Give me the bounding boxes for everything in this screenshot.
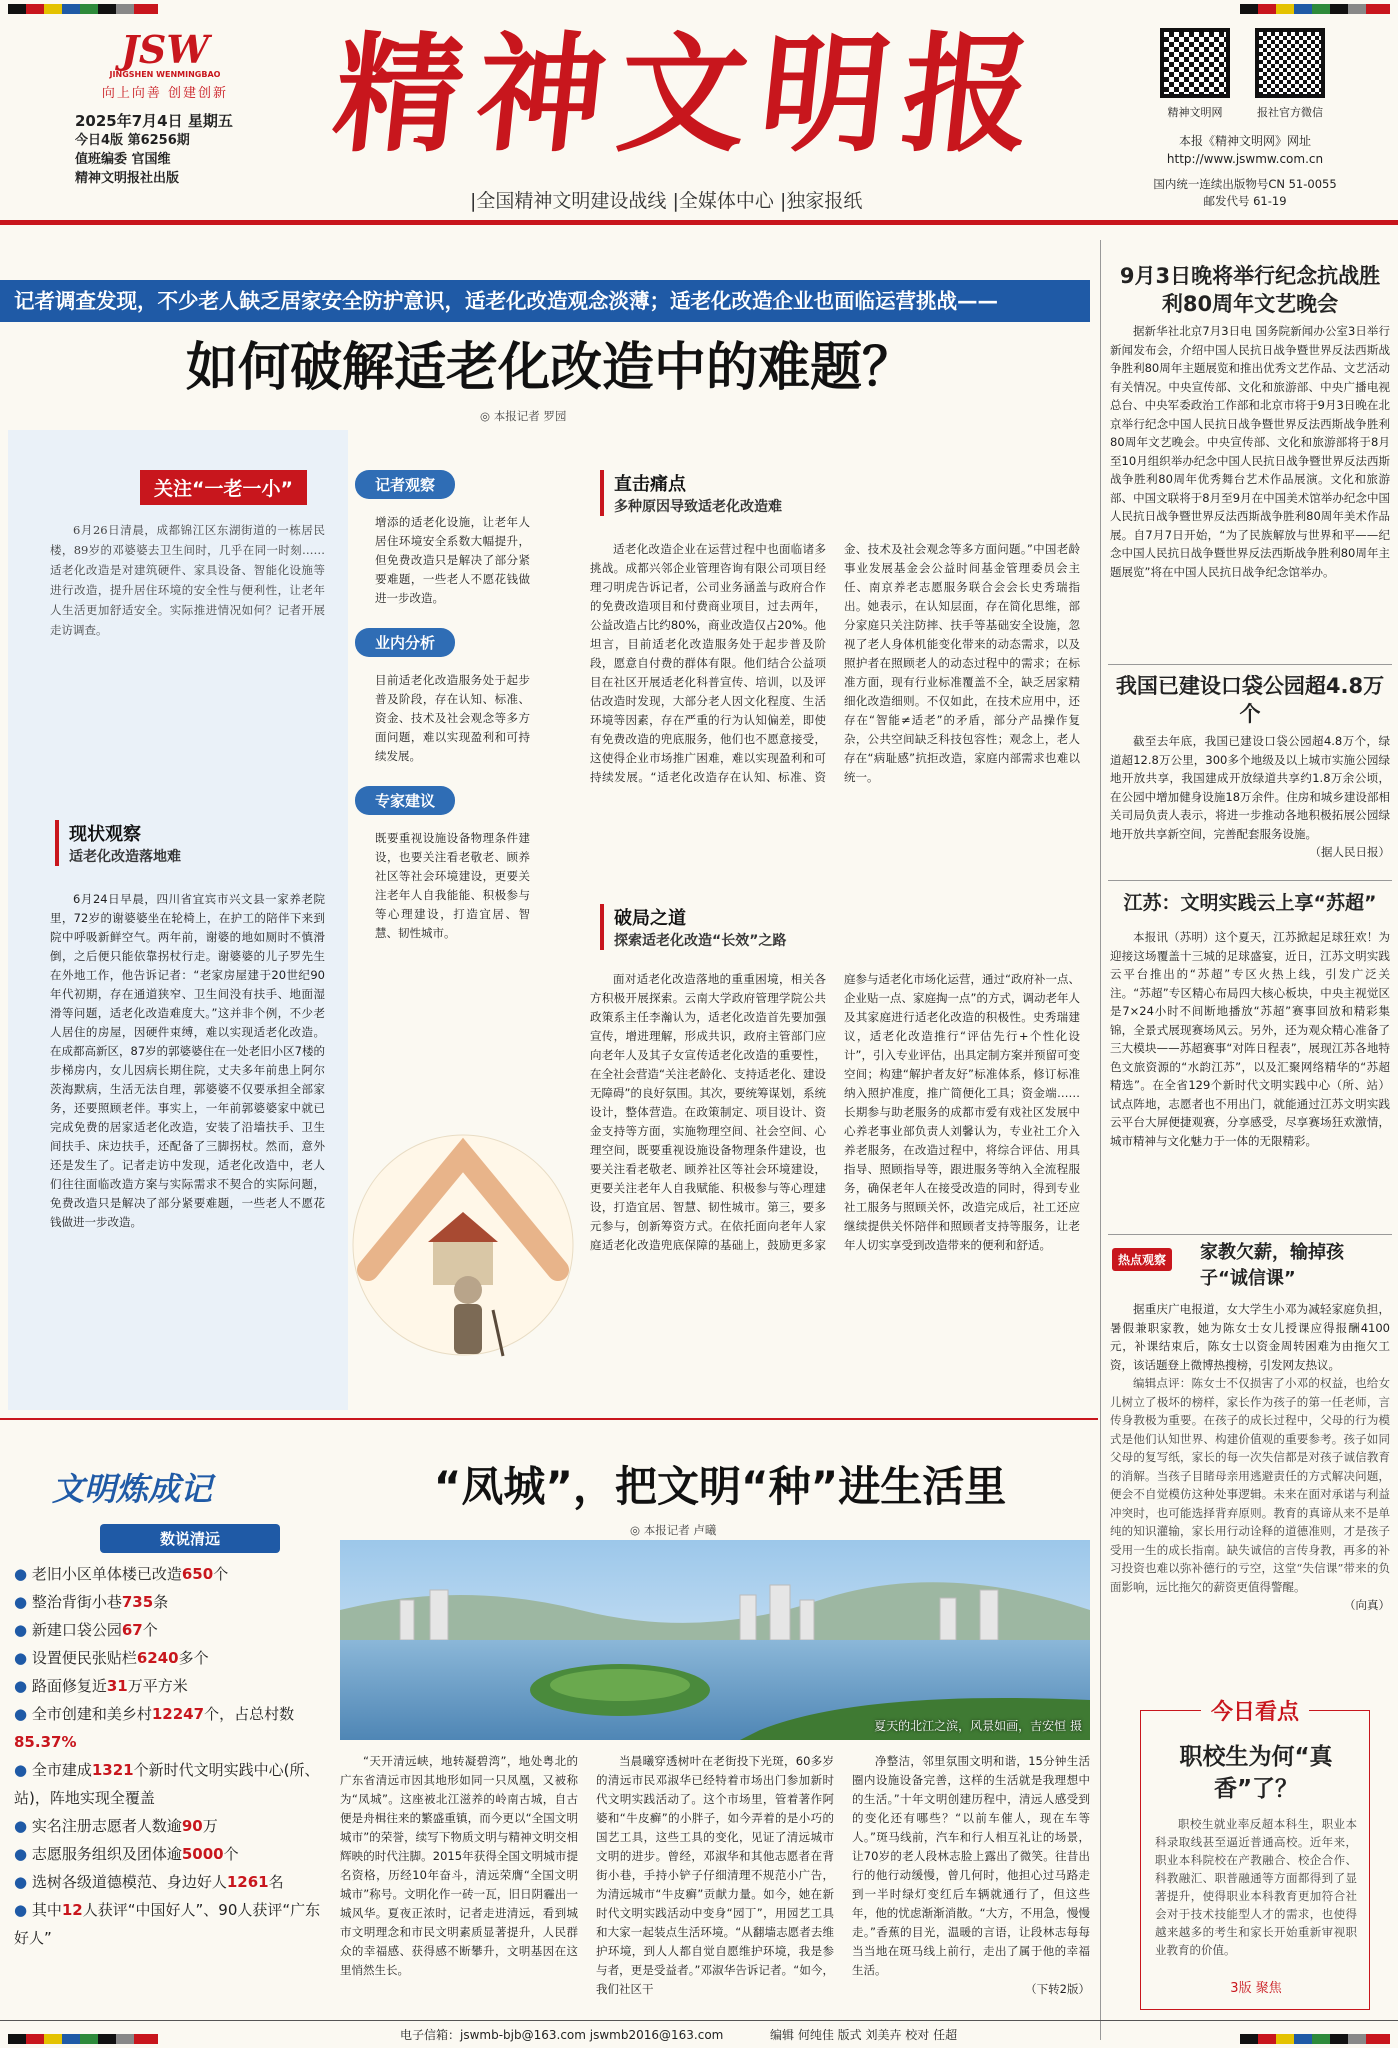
section-divider	[0, 1418, 1098, 1420]
stat-number: 12	[61, 1901, 83, 1919]
stat-number: 12247	[151, 1705, 205, 1723]
stat-number: 31	[106, 1677, 128, 1695]
qr-code-icon[interactable]	[1255, 28, 1325, 98]
publisher: 精神文明报社出版	[75, 171, 180, 186]
continued-notice[interactable]: （下转2版）	[1025, 1982, 1090, 1996]
stat-item	[14, 1756, 334, 1812]
color-registration-bar	[8, 4, 158, 14]
stat-item	[14, 1868, 334, 1896]
stats-label: 数说清远	[100, 1524, 280, 1553]
article-text: 净整洁，邻里氛围文明和谐，15分钟生活圈内设施设备完善，这样的生活就是我理想中的生活。”十年文明创建历程中，清远人感受到的变化还有哪些？“以前车催人，现在车等人。”斑马线前，汽车和行人相互礼让的场景，让70岁的老人段林志脸上露出了微笑。往昔出行的他行动缓慢，曾几何时，他担心过马路走到一半时绿灯变红后车辆就通行了，但这些年，他的忧虑渐渐消散。“大方，不用急，慢慢走。”香蕉的目光，温暖的言语，让段林志每每当当地在斑马线上前行，走出了属于他的幸福生活。	[852, 1754, 1090, 1977]
news-body: 截至去年底，我国已建设口袋公园超4.8万个，绿道超12.8万公里，300多个地级及以上城市实施公园绿地开放共享，我国建成开放绿道共享约1.8万余公顷，在公园中增加健身设施18万余件。住房和城乡建设部相关司局负责人表示，将进一步推动各地积极拓展公园绿地开放共享新空间，完善配套服务设施。 （据人民日报）	[1110, 732, 1390, 872]
nav-item[interactable]: 全媒体中心	[678, 190, 774, 212]
bottom-byline: ◎ 本报记者 卢曦	[630, 1523, 717, 1537]
stat-text: 全市创建和美乡村	[31, 1705, 152, 1723]
issue-number: 今日4版 第6256期	[75, 133, 190, 148]
bullet-icon: ●	[14, 1817, 32, 1835]
lead-intro: 6月26日清晨，成都锦江区东湖街道的一栋居民楼，89岁的邓婆婆去卫生间时，几乎在同一时刻……适老化改造是对建筑硬件、家具设备、智能化设施等进行改造，提升居住环境的安全性与便利性，让老年人生活更加舒适安全。实际推进情况如何？记者开展走访调查。	[50, 523, 325, 637]
logo-slogan: 向上向善 创建创新	[101, 86, 229, 101]
rule	[1108, 664, 1392, 665]
news-source: （据人民日报）	[1309, 845, 1390, 859]
riverside-city-photo	[340, 1540, 1090, 1740]
logo-mark: JSW	[120, 27, 210, 72]
elderly-home-illustration	[348, 1120, 578, 1370]
news-headline: 家教欠薪，输掉孩子“诚信课”	[1200, 1242, 1344, 1289]
side-text: 目前适老化改造服务处于起步普及阶段，存在认知、标准、资金、技术及社会观念等多方面问题，难以实现盈利和可持续发展。	[375, 673, 530, 763]
stat-text: 个	[142, 1621, 158, 1639]
publication-codes	[1130, 176, 1360, 210]
stat-text: 实名注册志愿者人数逾	[31, 1817, 182, 1835]
stat-item	[14, 1560, 334, 1588]
news-headline: 职校生为何“真香”了？	[1179, 1744, 1333, 1802]
hot-topic-badge: 热点观察	[1112, 1248, 1172, 1271]
qr-code-icon[interactable]	[1160, 28, 1230, 98]
rule	[1108, 880, 1392, 881]
stats-list	[14, 1560, 334, 1952]
side-column	[355, 470, 540, 943]
stat-text: 设置便民张贴栏	[31, 1649, 137, 1667]
article-text: 当晨曦穿透树叶在老街投下光斑，60多岁的清远市民邓淑华已经特着市场出门参加新时代文明实践活动了。这个市场里，管着著作阿婆和“牛皮癣”的小胖子，如今弄着的是小巧的国艺工具，这些工具的变化，见证了清远城市文明的进步。曾经，邓淑华和其他志愿者在背街小巷，手持小铲子仔细清理不规范小广告，为清远城市“牛皮癣”贡献力量。如今，她在新时代文明实践活动中变身“园丁”，用园艺工具和大家一起装点生活环境。“从翻墙志愿者去维护环境，到人人都自觉自愿维护环境，我是参与者，更是受益者。”邓淑华告诉记者。“如今，我们社区干	[596, 1754, 834, 1996]
stat-number: 85.37%	[14, 1733, 77, 1751]
lead-byline: ◎ 本报记者 罗园	[480, 409, 567, 423]
issue-date: 2025年7月4日 星期五	[75, 112, 233, 130]
bullet-icon: ●	[14, 1677, 32, 1695]
section-title: 直击痛点	[614, 474, 686, 495]
footer-email: 电子信箱：jswmb-bjb@163.com jswmb2016@163.com	[400, 2028, 724, 2042]
news-body: 据重庆广电报道，女大学生小邓为减轻家庭负担，暑假兼职家教，她为陈女士女儿授课应得报酬4100元，补课结束后，陈女士以资金周转困难为由拖欠工资，该话题登上微博热搜榜，引发网友热议。 编辑点评：陈女士不仅损害了小邓的权益，也给女儿树立了极坏的榜样，家长作为孩子的第一任老师，言传身教极为重要。在孩子的成长过程中，父母的行为模式是他们认知世界、构建价值观的重要参考。孩子如同父母的复写纸，家长的每一次失信都是对孩子诚信教育的消解。当孩子目睹母亲用逃避责任的方式解决问题，便会不自觉模仿这种处事逻辑。未来在面对承诺与利益冲突时，也可能选择背弃原则。教育的真谛从来不是单纯的知识灌输，家长用行动诠释的道德准则，才是孩子受用一生的成长指南。缺失诚信的言传身教，再多的补习投资也难以弥补德行的亏空，这堂“失信课”带来的负面影响，远比拖欠的薪资更值得警醒。 （向真）	[1110, 1300, 1390, 1725]
stat-text: 新建口袋公园	[31, 1621, 122, 1639]
issn: 国内统一连续出版物号CN 51-0055	[1153, 177, 1337, 191]
side-text: 既要重视设施设备物理条件建设，也要关注看老敬老、顾养社区等社会环境建设，更要关注老年人自我能能、积极参与等心理建设，打造宜居、智慧、韧性城市。	[375, 831, 530, 940]
site-info	[1130, 132, 1360, 168]
masthead-info	[75, 112, 255, 188]
bullet-icon: ●	[14, 1845, 32, 1863]
lead-banner	[0, 280, 1090, 322]
stat-text: 个	[223, 1845, 239, 1863]
today-highlight-box	[1140, 1700, 1370, 2010]
nav-item[interactable]: 独家报纸	[786, 190, 863, 212]
today-label: 今日看点	[1201, 1695, 1309, 1726]
logo-pinyin: JINGSHEN WENMINGBAO	[109, 70, 221, 79]
color-registration-bar	[1240, 2034, 1390, 2044]
section-subtitle: 探索适老化改造“长效”之路	[614, 933, 787, 949]
site-url[interactable]: http://www.jswmw.com.cn	[1166, 152, 1324, 166]
bottom-article	[340, 1752, 1090, 2010]
stat-number: 67	[121, 1621, 143, 1639]
section-title: 现状观察	[69, 824, 141, 845]
news-body: 本报讯（苏明）这个夏天，江苏掀起足球狂欢！为迎接这场覆盖十三城的足球盛宴，近日，江苏文明实践云平台推出的“苏超”专区火热上线，引发广泛关注。“苏超”专区精心布局四大核心板块，中央主视觉区是7×24小时不间断地播放“苏超”赛事回放和精彩集锦，全景式展现赛场风云。另外，还为观众精心准备了三大模块——苏超赛事“对阵日程表”，展现江苏各地特色文旅资源的“水韵江苏”，以及汇聚网络精华的“苏超精选”。在全省129个新时代文明实践中心（所、站）试点阵地，志愿者也不用出门，就能通过江苏文明实践云平台大屏便捷观赛，分享感受，尽享赛场狂欢激情，城市精神与文化魅力于一体的无限精彩。	[1110, 930, 1390, 1148]
stat-item	[14, 1812, 334, 1840]
stat-number: 5000	[181, 1845, 224, 1863]
article-column	[590, 970, 1080, 1410]
bullet-icon: ●	[14, 1901, 32, 1919]
newspaper-title: 精神文明报	[327, 20, 1053, 170]
stat-text: 个，占总村数	[204, 1705, 295, 1723]
stat-number: 650	[181, 1565, 214, 1583]
tag-industry-analysis: 业内分析	[355, 628, 455, 657]
stat-text: 名	[268, 1873, 284, 1891]
site-label: 本报《精神文明网》网址	[1178, 134, 1311, 148]
column-badge: 关注“一老一小”	[140, 470, 307, 505]
bullet-icon: ●	[14, 1593, 32, 1611]
bullet-icon: ●	[14, 1705, 32, 1723]
stat-item	[14, 1588, 334, 1616]
stat-number: 735	[121, 1593, 154, 1611]
section-subtitle: 多种原因导致适老化改造难	[614, 499, 782, 515]
article-column	[50, 890, 325, 1400]
article-column	[590, 540, 1080, 880]
stat-item	[14, 1700, 334, 1728]
article-text: 适老化改造企业在运营过程中也面临诸多挑战。成都兴邻企业管理咨询有限公司项目经理刁明虎告诉记者，公司业务涵盖与政府合作的免费改造项目和付费商业项目，过去两年，公益改造占比约80%，商业改造仅占20%。他坦言，目前适老化改造服务处于起步普及阶段，愿意自付费的群体有限。他们结合公益项目在社区开展适老化科普宣传、培训，以及评估改造时发现，大部分老人因文化程度、生活环境等因素，存在严重的行为认知偏差，即使有免费改造的兜底服务，他们也不愿意接受，这使得企业市场推广困难，难以实现盈利和可持续发展。“适老化改造存在认知、标准、资金、技术及社会观念等多方面问题。”中国老龄事业发展基金会公益时间基金管理委员会主任、南京养老志愿服务联合会会长史秀瑞指出。她表示，在认知层面，存在简化思维，部分家庭只关注防摔、扶手等基础安全设施，忽视了老人身体机能变化带来的动态需求，以及照护者在照顾老人的动态过程中的需求；在标准方面，现有行业标准覆盖不全，缺乏居家精细化改造细则。不仅如此，在技术应用中，还存在“智能≠适老”的矛盾，部分产品操作复杂，公共空间缺乏科技包容性；观念上，老人存在“病耻感”抗拒改造，家庭内部需求也难以统一。	[590, 542, 1080, 784]
stat-text: 选树各级道德模范、身边好人	[31, 1873, 227, 1891]
masthead-logo	[75, 27, 255, 101]
column-logo: 文明炼成记	[52, 1470, 213, 1508]
footer-staff: 编辑 何纯佳 版式 刘美卉 校对 任超	[770, 2028, 958, 2042]
stat-text: 整治背街小巷	[31, 1593, 122, 1611]
section-header	[55, 820, 181, 866]
stat-text: 路面修复近	[31, 1677, 107, 1695]
photo-caption: 夏天的北江之滨，风景如画，吉安恒 摄	[874, 1719, 1082, 1733]
bullet-icon: ●	[14, 1873, 32, 1891]
stat-number: 1321	[91, 1761, 134, 1779]
stat-number: 90	[181, 1817, 203, 1835]
stat-text: 志愿服务组织及团体逾	[31, 1845, 182, 1863]
bullet-icon: ●	[14, 1565, 32, 1583]
stat-text: 个新时代文明实践中心(所、站)，阵地实现全覆盖	[14, 1761, 320, 1807]
news-body: 职校生就业率反超本科生，职业本科录取线甚至逼近普通高校。近年来，职业本科院校在产教融合、校企合作、科教融汇、职普融通等方面都得到了显著提升，使得职业本科教育更加符合社会对于技术技能型人才的需求，也使得越来越多的考生和家长开始重新审视职业教育的价值。	[1155, 1817, 1357, 1957]
tag-reporter-observation: 记者观察	[355, 470, 455, 499]
stat-number: 1261	[226, 1873, 269, 1891]
article-text: “天开清远峡，地转凝碧湾”，地处粤北的广东省清远市因其地形如同一只凤凰，又被称为“凤城”。这座被北江滋养的岭南古城，自古便是舟楫往来的繁盛重镇，而今更以“全国文明城市”的荣誉，续写下物质文明与精神文明交相辉映的时代注脚。2015年获得全国文明城市提名资格，历经10年奋斗，清远荣膺“全国文明城市”称号。文明化作一砖一瓦，旧日阴霾出一城风华。夏夜正浓时，记者走进清远，看到城市文明理念和市民文明素质显著提升，人民群众的幸福感、获得感不断攀升，文明基因在这里悄然生长。	[340, 1754, 578, 1977]
section-header	[600, 904, 786, 950]
stat-text: 万平方米	[127, 1677, 188, 1695]
page-reference[interactable]: 3版 聚焦	[1230, 1981, 1282, 1996]
duty-editor: 值班编委 官国维	[75, 152, 171, 167]
stat-text: 老旧小区单体楼已改造	[31, 1565, 182, 1583]
news-headline: 江苏：文明实践云上享“苏超”	[1123, 892, 1377, 914]
stat-item	[14, 1840, 334, 1868]
news-source: （向真）	[1344, 1598, 1390, 1612]
postal-code: 邮发代号 61-19	[1203, 194, 1287, 208]
lead-banner-text: 记者调查发现，不少老人缺乏居家安全防护意识，适老化改造观念淡薄；适老化改造企业也面临运营挑战——	[14, 289, 998, 313]
color-registration-bar	[1240, 4, 1390, 14]
masthead-nav: |全国精神文明建设战线 |全媒体中心 |独家报纸	[470, 190, 863, 212]
section-header	[600, 470, 782, 516]
stat-text: 全市建成	[31, 1761, 92, 1779]
section-title: 破局之道	[614, 908, 686, 929]
lead-headline: 如何破解适老化改造中的难题？	[185, 338, 914, 398]
tag-expert-advice: 专家建议	[355, 786, 455, 815]
nav-item[interactable]: 全国精神文明建设战线	[476, 190, 667, 212]
qr-label: 报社官方微信	[1257, 106, 1323, 119]
section-subtitle: 适老化改造落地难	[69, 849, 181, 865]
bottom-headline: “凤城”，把文明“种”进生活里	[433, 1462, 1007, 1511]
stat-item	[14, 1616, 334, 1644]
rule	[1108, 1234, 1392, 1235]
stat-text: 多个	[178, 1649, 209, 1667]
news-headline: 我国已建设口袋公园超4.8万个	[1115, 674, 1385, 726]
stat-item	[14, 1896, 334, 1952]
bullet-icon: ●	[14, 1761, 32, 1779]
footer-rule	[0, 2020, 1398, 2021]
stat-text: 个	[213, 1565, 229, 1583]
news-headline: 9月3日晚将举行纪念抗战胜利80周年文艺晚会	[1119, 264, 1381, 316]
stat-text: 条	[153, 1593, 169, 1611]
bullet-icon: ●	[14, 1621, 32, 1639]
article-text: 面对适老化改造落地的重重困境，相关各方积极开展探索。云南大学政府管理学院公共政策系主任李瀚认为，适老化改造首先要加强宣传，增进理解，形成共识，政府主管部门应向老年人及其子女宣传适老化改造的重要性，在全社会营造“关注老龄化、支持适老化、建设无障碍”的良好氛围。其次，要统筹谋划，系统设计，整体营造。在政策制定、项目设计、资金支持等方面，实施物理空间、社会空间、心理空间，既要重视设施设备物理条件建设，也要关注看老敬老、顾养社区等社会环境建设，更要关注老年人自我赋能、积极参与等心理建设，打造宜居、智慧、韧性城市。第三，要多元参与，创新筹资方式。在依托面向老年人家庭适老化改造兜底保障的基础上，鼓励更多家庭参与适老化市场化运营，通过“政府补一点、企业贴一点、家庭掏一点”的方式，调动老年人及其家庭进行适老化改造的积极性。史秀瑞建议，适老化改造推行“评估先行+个性化设计”，引入专业评估，出具定制方案并预留可变空间；构建“解护者友好”标准体系，修订标准纳入照护准度，推广简便化工具；资金端……长期参与助老服务的成都市爱有戏社区发展中心养老事业部负责人刘馨认为，专业社工介入养老服务，在改造过程中，将综合评估、用具指导、照顾指导等，跟进服务等纳入全流程服务，确保老年人在接受改造的同时，得到专业社工服务与照顾关怀，改造完成后，社工还应继续提供关怀陪伴和照顾者支持等服务，让老年人切实享受到改造带来的便利和舒适。	[590, 972, 1080, 1252]
stat-text: 其中	[31, 1901, 62, 1919]
column-divider	[1100, 240, 1101, 2040]
side-text: 增添的适老化设施，让老年人居住环境安全系数大幅提升，但免费改造只是解决了部分紧要难题，一些老人不愿花钱做进一步改造。	[375, 515, 530, 605]
stat-item	[14, 1728, 334, 1756]
color-registration-bar	[8, 2034, 158, 2044]
stat-text: 万	[202, 1817, 218, 1835]
stat-item	[14, 1644, 334, 1672]
article-text: 6月24日早晨，四川省宜宾市兴文县一家养老院里，72岁的谢婆婆坐在轮椅上，在护工的陪伴下来到院中呼吸新鲜空气。两年前，谢婆的地如厕时不慎滑倒，之后便只能依靠拐杖行走。谢婆婆的儿子罗先生在外地工作，他告诉记者：“老家房屋建于20世纪90年代初期，存在通道狭窄、卫生间没有扶手、地面湿滑等问题，适老化改造难度大。”这并非个例，不少老人居住的房屋，因硬件束缚，难以实现适老化改造。在成都高新区，87岁的郭婆婆住在一处老旧小区7楼的步梯房内，女儿因病长期住院，丈夫多年前患上阿尔茨海默病，生活无法自理，郭婆婆不仅要承担全部家务，还要照顾老伴。事实上，一年前郭婆婆家中就已完成免费的居家适老化改造，安装了沿墙扶手、卫生间扶手、床边扶手，还配备了三脚拐杖。然而，意外还是发生了。记者走访中发现，适老化改造中，老人们往往面临改造方案与实际需求不契合的实际问题，免费改造只是解决了部分紧要难题，一些老人不愿花钱做进一步改造。	[50, 892, 325, 1229]
stat-item	[14, 1672, 334, 1700]
masthead-divider	[0, 220, 1398, 225]
qr-label: 精神文明网	[1167, 106, 1223, 119]
stat-text: 人获评“中国好人”、90人获评“广东好人”	[14, 1901, 321, 1947]
stat-number: 6240	[136, 1649, 179, 1667]
news-body: 据新华社北京7月3日电 国务院新闻办公室3日举行新闻发布会，介绍中国人民抗日战争暨世界反法西斯战争胜利80周年主题展览和推出优秀文艺作品、文艺活动有关情况。中央宣传部、文化和旅游部、中央广播电视总台、中央军委政治工作部和北京市将于9月3日晚在北京举行纪念中国人民抗日战争暨世界反法西斯战争胜利80周年文艺晚会。中央宣传部、文化和旅游部将于8月至10月组织举办纪念中国人民抗日战争暨世界反法西斯战争胜利80周年优秀舞台艺术作品展演。文化和旅游部、中国文联将于8月至9月在中国美术馆举办纪念中国人民抗日战争暨世界反法西斯战争胜利80周年美术作品展。自7月7日开始，“为了民族解放与世界和平——纪念中国人民抗日战争暨世界反法西斯战争胜利80周年主题展览”将在中国人民抗日战争纪念馆举办。	[1110, 324, 1390, 579]
bullet-icon: ●	[14, 1649, 32, 1667]
